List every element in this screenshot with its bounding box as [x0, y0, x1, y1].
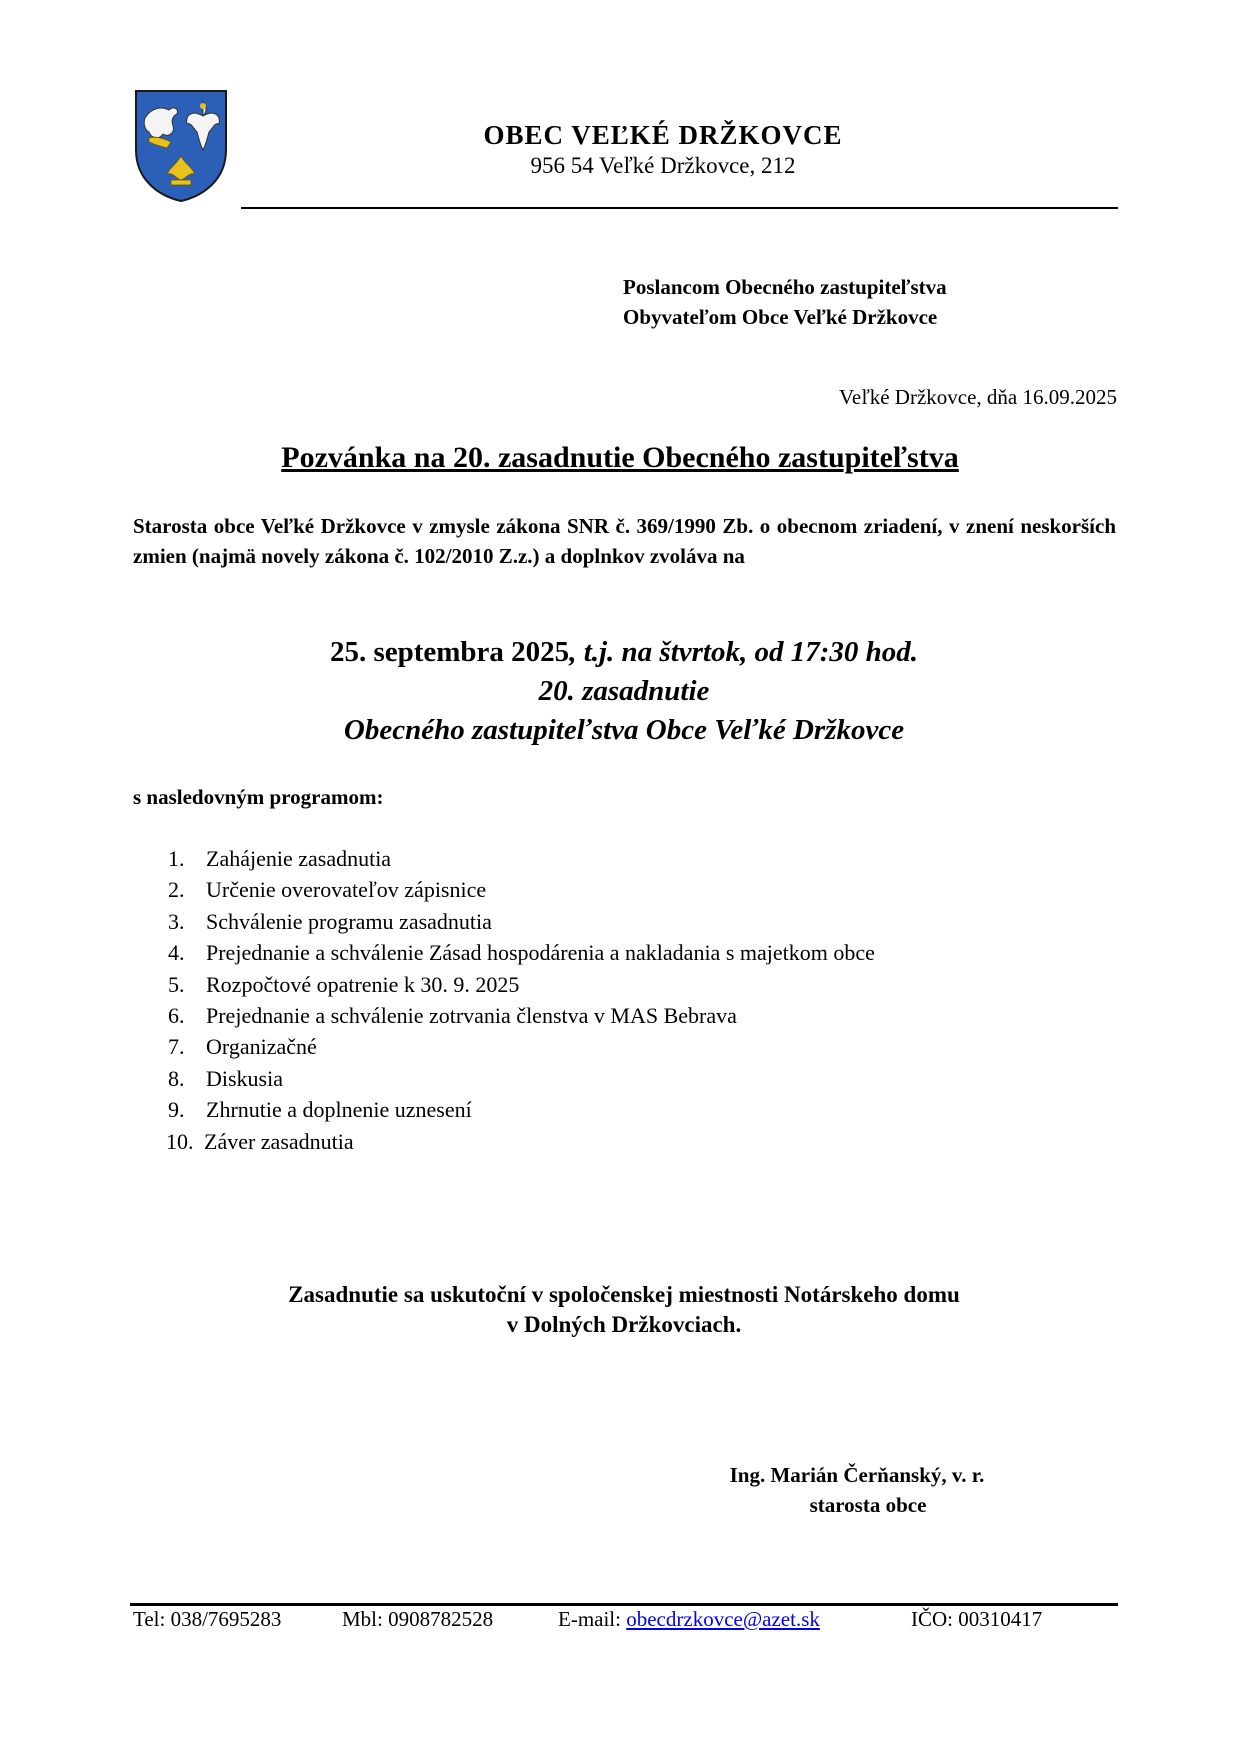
- agenda-item: 3. Schválenie programu zasadnutia: [168, 908, 492, 934]
- document-title: Pozvánka na 20. zasadnutie Obecného zastupiteľstva: [281, 441, 959, 474]
- org-address: 956 54 Veľké Držkovce, 212: [530, 153, 796, 178]
- agenda-item: 2. Určenie overovateľov zápisnice: [168, 877, 487, 903]
- email-link[interactable]: obecdrzkovce@azet.sk: [626, 1607, 820, 1631]
- agenda-list: [168, 843, 1068, 1157]
- meeting-datetime: [0, 633, 1240, 672]
- program-heading: s nasledovným programom:: [133, 785, 384, 809]
- meeting-body: Obecného zastupiteľstva Obce Veľké Držkovce: [343, 714, 905, 746]
- agenda-item: 8. Diskusia: [168, 1065, 283, 1091]
- meeting-time: , t.j. na štvrtok, od 17:30 hod.: [569, 636, 919, 668]
- agenda-item: 5. Rozpočtové opatrenie k 30. 9. 2025: [168, 971, 520, 997]
- agenda-item: 9. Zhrnutie a doplnenie uznesení: [168, 1097, 472, 1123]
- header-divider: [241, 207, 1118, 209]
- footer-mobile: Mbl: 0908782528: [342, 1607, 494, 1631]
- footer-phone: Tel: 038/7695283: [133, 1607, 282, 1631]
- recipient-line: Poslancom Obecného zastupiteľstva: [623, 275, 947, 299]
- recipient-line: Obyvateľom Obce Veľké Držkovce: [623, 305, 938, 329]
- footer-divider: [130, 1603, 1118, 1606]
- recipients: [623, 272, 947, 332]
- venue-line: Zasadnutie sa uskutoční v spoločenskej miestnosti Notárskeho domu: [288, 1282, 960, 1307]
- footer-email: E-mail: obecdrzkovce@azet.sk: [558, 1607, 820, 1631]
- agenda-item: 1. Zahájenie zasadnutia: [168, 846, 392, 871]
- agenda-item: 4. Prejednanie a schválenie Zásad hospodárenia a nakladania s majetkom obce: [168, 940, 875, 966]
- footer-ico: IČO: 00310417: [911, 1607, 1043, 1631]
- agenda-item: 6. Prejednanie a schválenie zotrvania členstva v MAS Bebrava: [168, 1002, 737, 1028]
- venue-line: v Dolných Držkovciach.: [506, 1312, 742, 1337]
- org-name: OBEC VEĽKÉ DRŽKOVCE: [483, 120, 843, 150]
- meeting-date: 25. septembra 2025: [329, 636, 570, 668]
- signatory-role: starosta obce: [809, 1493, 927, 1517]
- meeting-session: 20. zasadnutie: [538, 675, 710, 707]
- agenda-item: 10. Záver zasadnutia: [166, 1128, 354, 1154]
- date-line: Veľké Držkovce, dňa 16.09.2025: [839, 385, 1117, 409]
- agenda-item: 7. Organizačné: [168, 1034, 317, 1060]
- meeting-details: [0, 633, 1240, 750]
- venue-notice: [0, 1280, 1240, 1340]
- signature-block: [697, 1460, 1017, 1520]
- intro-paragraph: Starosta obce Veľké Držkovce v zmysle zákona SNR č. 369/1990 Zb. o obecnom zriadení, v znení neskorších zmien (najmä novely zákona č. 102/2010 Z.z.) a doplnkov zvoláva na: [133, 514, 1116, 568]
- signatory-name: Ing. Marián Čerňanský, v. r.: [729, 1463, 985, 1487]
